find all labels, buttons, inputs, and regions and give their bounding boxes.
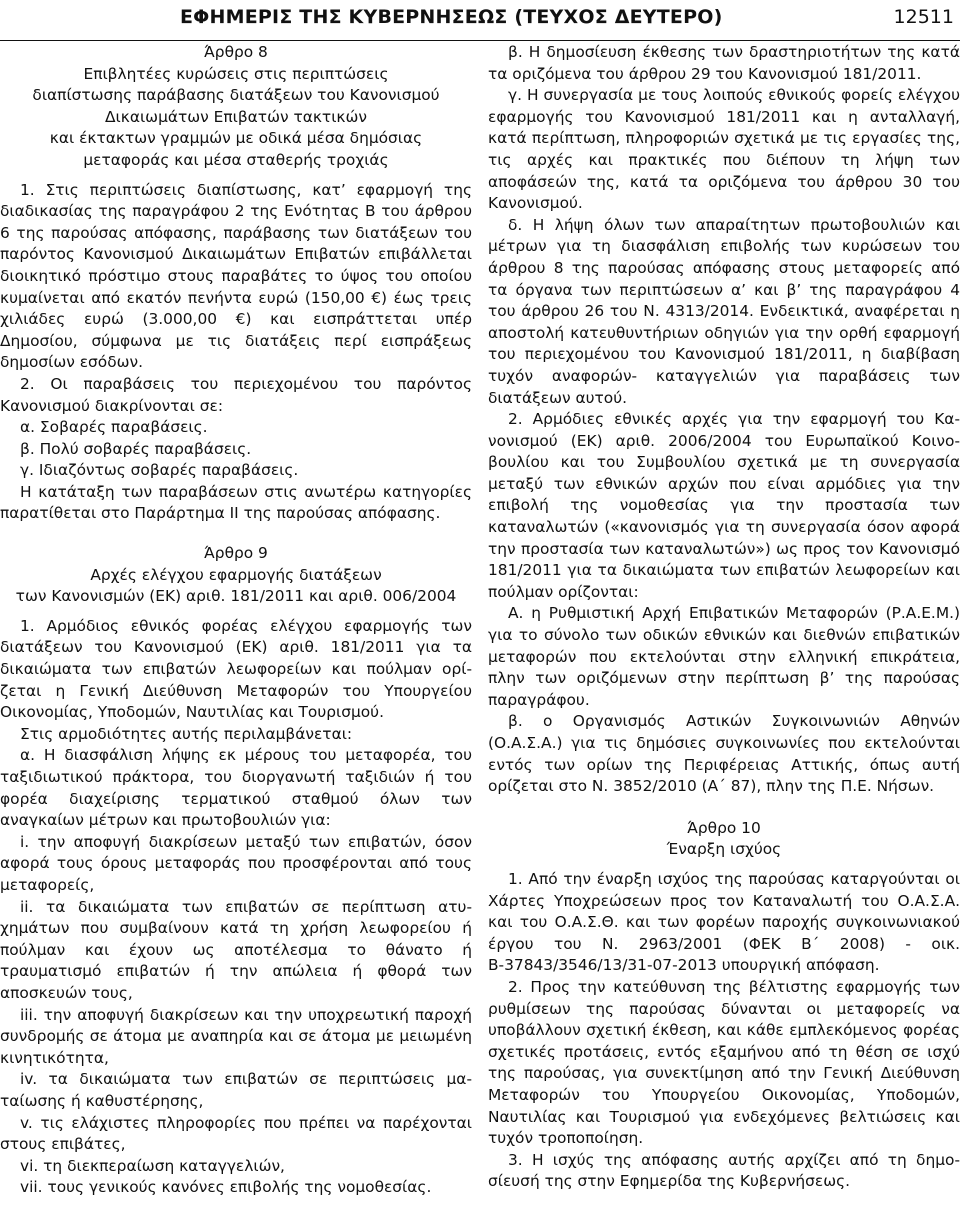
article-9-title-line: των Κανονισμών (ΕΚ) αριθ. 181/2011 και αριθ. 006/2004 bbox=[15, 587, 457, 606]
article-9-heading bbox=[0, 543, 472, 608]
article-8-title-line: Επιβλητέες κυρώσεις στις περιπτώσεις bbox=[83, 64, 389, 83]
list-item: vi. τη διεκπεραίωση καταγγελιών, bbox=[20, 1156, 285, 1175]
article-9-title-line: Αρχές ελέγχου εφαρμογής διατάξεων bbox=[90, 565, 382, 584]
list-item: v. τις ελάχιστες πληροφορίες που πρέπει να παρέχονται στους επιβάτες, bbox=[0, 1113, 472, 1154]
list-item: iv. τα δικαιώματα των επιβατών σε περιπτώσεις ματαίωσης ή καθυστέρησης, bbox=[0, 1070, 472, 1110]
article-10-paragraph-2: 2. Προς την κατεύθυνση της βέλτιστης εφαρμογής των ρυθμίσεων της παρούσας δύνανται οι μεταφορείς να υποβάλλουν σχετική έκθεση, και κάθε εμπλεκόμενος φορέας σχετικές προτάσεις, εντός εξαμήνου από τη θέση σε ισχύ της παρούσας, για συνεκτίμηση από την Γενική Διεύθυνση Μεταφορών του Υπουργείου Οικονομίας, Υποδομών, Ναυτιλίας και Τουρισμού για ενδεχόμενες βελτιώσεις και τυχόν τροποποίηση. bbox=[488, 977, 960, 1148]
article-9-label: Άρθρο 9 bbox=[204, 544, 268, 563]
list-item: α. Σοβαρές παραβάσεις. bbox=[20, 418, 208, 437]
list-item: vii. τους γενικούς κανόνες επιβολής της νομοθεσίας. bbox=[20, 1178, 432, 1197]
article-8-label: Άρθρο 8 bbox=[204, 43, 268, 61]
page-header bbox=[0, 0, 960, 41]
article-8-title-line: και έκτακτων γραμμών με οδικά μέσα δημόσιας bbox=[49, 129, 423, 148]
article-9-paragraph-2b: 2. Αρμόδιες εθνικές αρχές για την εφαρμογή του Κανονισμού (ΕΚ) αριθ. 2006/2004 του Ευρωπαϊκού Κοινοβουλίου και του Συμβουλίου σχετικά με τη συνεργασία μεταξύ των εθνικών αρχών που είναι αρμόδιες για την επιβολή της νομοθεσίας για την προστασία των καταναλωτών («κανονισμός για τη συνεργασία όσον αφορά την προστασία των καταναλωτών») ως προς τον Κανονισμό 181/2011 για τα δικαιώματα των επιβατών λεωφορείων και πούλμαν ορίζονται: bbox=[488, 410, 960, 601]
article-8-title-line: διαπίστωσης παράβασης διατάξεων του Κανονισμού bbox=[32, 86, 440, 105]
article-10-heading bbox=[488, 818, 960, 861]
article-9-item-A: Α. η Ρυθμιστική Αρχή Επιβατικών Μεταφορών (Ρ.Α.Ε.Μ.) για το σύνολο των οδικών εθνικών και διεθνών επιβατικών μεταφορών που εκτελούνται στην ελληνική επικράτεια, πλην των οριζόμενων στην περίπτωση β’ της παρούσας παραγράφου. bbox=[488, 604, 960, 709]
article-10-paragraph-3: 3. Η ισχύς της απόφασης αυτής αρχίζει από τη δημοσίευσή της στην Εφημερίδα της Κυβερνήσεως. bbox=[488, 1150, 960, 1191]
list-item: β. Πολύ σοβαρές παραβάσεις. bbox=[20, 439, 252, 458]
article-8-paragraph-3: Η κατάταξη των παραβάσεων στις ανωτέρω κατηγορίες παρατίθεται στο Παράρτημα ΙΙ της παρούσας απόφασης. bbox=[0, 482, 472, 523]
article-9-item-B: β. ο Οργανισμός Αστικών Συγκοινωνιών Αθηνών (Ο.Α.Σ.Α.) για τις δημόσιες συγκοινωνίες που εκτελούνται εντός των ορίων της Περιφέρειας Αττικής, όπως αυτή ορίζεται στο Ν. 3852/2010 (Α΄ 87), πλην της Π.Ε. Νήσων. bbox=[488, 712, 960, 796]
article-8-title-line: μεταφοράς και μέσα σταθερής τροχιάς bbox=[83, 150, 389, 169]
article-8-heading bbox=[0, 42, 472, 172]
list-item: iii. την αποφυγή διακρίσεων και την υποχρεωτική παροχή συνδρομής σε άτομα με αναπηρία και σε άτομα με μειωμένη κινητικότητα, bbox=[0, 1005, 472, 1067]
gazette-title: ΕΦΗΜΕΡΙΣ ΤΗΣ ΚΥΒΕΡΝΗΣΕΩΣ (ΤΕΥΧΟΣ ΔΕΥΤΕΡΟ) bbox=[180, 6, 723, 28]
article-8-title-line: Δικαιωμάτων Επιβατών τακτικών bbox=[105, 107, 367, 126]
list-item: i. την αποφυγή διακρίσεων μεταξύ των επιβατών, όσον αφορά τους όρους μεταφοράς που προσφέρονται από τους μεταφορείς, bbox=[0, 832, 472, 894]
article-10-title: Έναρξη ισχύος bbox=[666, 840, 782, 859]
article-10-label: Άρθρο 10 bbox=[687, 818, 761, 837]
left-column bbox=[0, 42, 472, 1199]
article-8-paragraph-2: 2. Οι παραβάσεις του περιεχομένου του παρόντος Κανονισμού διακρίνονται σε: bbox=[0, 374, 472, 415]
article-10-paragraph-1: 1. Από την έναρξη ισχύος της παρούσας καταργούνται οι Χάρτες Υποχρεώσεων προς τον Καταναλωτή του Ο.Α.Σ.Α. και του Ο.Α.Σ.Θ. και των φορέων παροχής συγκοινωνιακού έργου του Ν. 2963/2001 (ΦΕΚ Β΄ 2008) - οικ. Β-37843/3546/13/31-07-2013 υπουργική απόφαση. bbox=[488, 869, 960, 975]
page-number: 12511 bbox=[893, 6, 954, 28]
article-9-item-d: δ. Η λήψη όλων των απαραίτητων πρωτοβουλιών και μέτρων για τη διασφάλιση επιβολής των κυρώσεων του άρθρου 8 της παρούσας απόφασης στους μεταφορείς από τα όργανα των περιπτώσεων α’ και β’ της παραγράφου 4 του άρθρου 26 του Ν. 4313/2014. Ενδεικτικά, αναφέρεται η αποστολή κατευθυντήριων οδηγιών για την ορθή εφαρμογή του περιεχομένου του Κανονισμού 181/2011, η διαβίβαση τυχόν αναφορών- καταγγελιών για παραβάσεις των διατάξεων αυτού. bbox=[488, 215, 960, 407]
article-9-item-a: α. Η διασφάλιση λήψης εκ μέρους του μεταφορέα, του ταξιδιωτικού πράκτορα, του διοργανωτή ταξιδιών ή του φορέα διαχείρισης τερματικού σταθμού όλων των αναγκαίων μέτρων και πρωτοβουλιών για: bbox=[0, 746, 472, 830]
article-9-item-c: γ. Η συνεργασία με τους λοιπούς εθνικούς φορείς ελέγχου εφαρμογής του Κανονισμού 181/2011 και η ανταλλαγή, κατά περίπτωση, πληροφοριών σχετικά με τις εργασίες της, τις αρχές και πρακτικές που διέπουν τη λήψη των αποφάσεών της, κατά τα οριζόμενα του άρθρου 30 του Κανονισμού. bbox=[488, 86, 960, 213]
list-item: ii. τα δικαιώματα των επιβατών σε περίπτωση ατυχημάτων που συμβαίνουν κατά τη χρήση λεωφορείου ή πούλμαν και έχουν ως αποτέλεσμα το θάνατο ή τραυματισμό επιβατών ή την απώλεια ή φθορά των αποσκευών τους, bbox=[0, 897, 472, 1002]
list-item: γ. Ιδιαζόντως σοβαρές παραβάσεις. bbox=[20, 461, 299, 480]
article-9-item-b: β. Η δημοσίευση έκθεσης των δραστηριοτήτων της κατά τα οριζόμενα του άρθρου 29 του Κανονισμού 181/2011. bbox=[488, 43, 960, 83]
right-column bbox=[488, 42, 960, 1193]
article-9-paragraph-1: 1. Αρμόδιος εθνικός φορέας ελέγχου εφαρμογής των διατάξεων του Κανονισμού (ΕΚ) αριθ. 181/2011 για τα δικαιώματα των επιβατών λεωφορείων και πούλμαν ορίζεται η Γενική Διεύθυνση Μεταφορών του Υπουργείου Οικονομίας, Υποδομών, Ναυτιλίας και Τουρισμού. bbox=[0, 616, 472, 722]
article-8-paragraph-1: 1. Στις περιπτώσεις διαπίστωσης, κατ’ εφαρμογή της διαδικασίας της παραγράφου 2 της Ενότητας Β του άρθρου 6 της παρούσας απόφασης, παράβασης των διατάξεων του παρόντος Κανονισμού Δικαιωμάτων Επιβατών επιβάλλεται διοικητικό πρόστιμο στους παραβάτες το ύψος του οποίου κυμαίνεται από εκατόν πενήντα ευρώ (150,00 €) έως τρεις χιλιάδες ευρώ (3.000,00 €) και εισπράττεται υπέρ Δημοσίου, σύμφωνα με τις διατάξεις περί εισπράξεως δημοσίων εσόδων. bbox=[0, 180, 472, 372]
article-9-paragraph-2: Στις αρμοδιότητες αυτής περιλαμβάνεται: bbox=[20, 724, 353, 743]
